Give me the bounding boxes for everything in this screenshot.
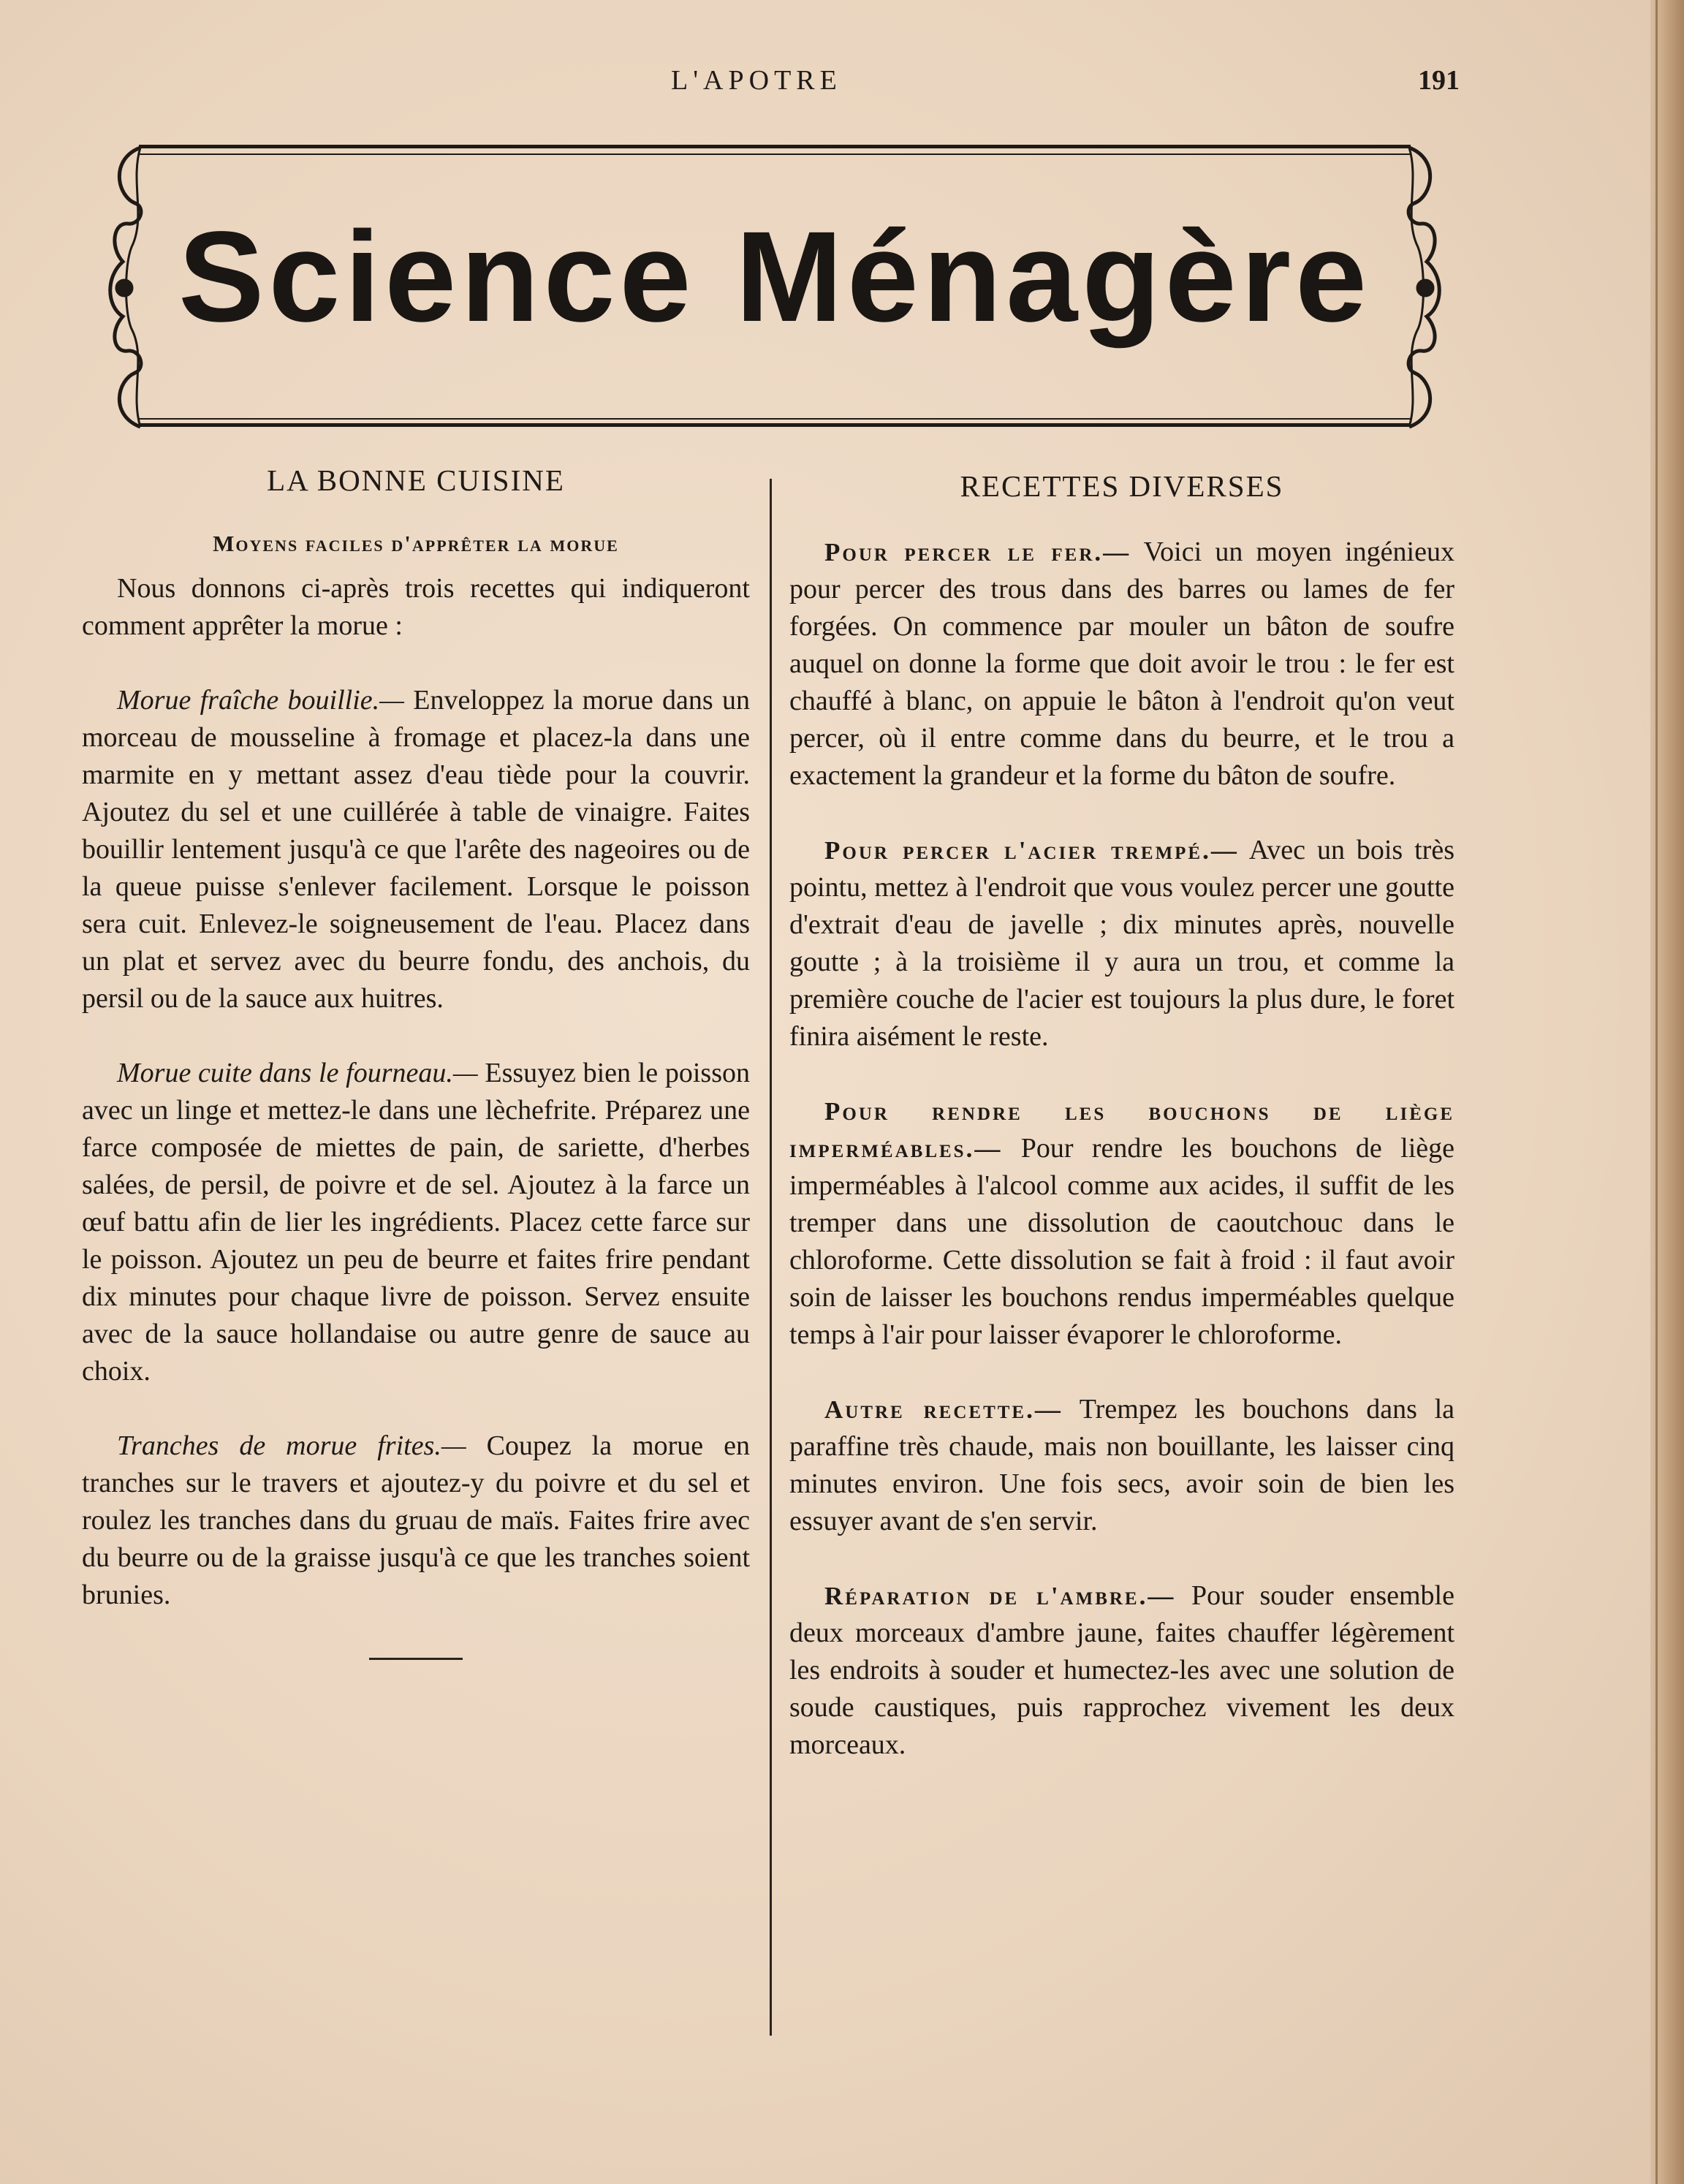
right-column bbox=[789, 462, 1454, 1764]
left-column-heading: LA BONNE CUISINE bbox=[267, 463, 565, 497]
left-column bbox=[82, 462, 750, 1660]
right-column-heading: RECETTES DIVERSES bbox=[960, 469, 1284, 503]
recipe-text: Trempez les bouchons dans la paraffine très chaude, mais non bouillante, les laisser cinq minutes environ. Une fois secs, avoir soin de bien les essuyer avant de s'en servir. bbox=[789, 1394, 1454, 1536]
recipe-title: Pour percer le fer.— bbox=[824, 538, 1131, 566]
recipe-title: Morue cuite dans le fourneau.— bbox=[117, 1058, 478, 1088]
recipe-title: Réparation de l'ambre.— bbox=[824, 1582, 1176, 1610]
recipe-paragraph bbox=[789, 1391, 1454, 1540]
running-head bbox=[0, 64, 1684, 101]
recipe-text: Pour rendre les bouchons de liège imperméables à l'alcool comme aux acides, il suffit de les tremper dans une dissolution de caoutchouc dans le chloroforme. Cette dissolution se fait à froid : il faut avoir soin de laisser les bouchons rendus imperméables quelque temps à l'air pour laisser évaporer le chloroforme. bbox=[789, 1133, 1454, 1350]
section-banner bbox=[95, 137, 1454, 434]
recipe-text: Voici un moyen ingénieux pour percer des trous dans des barres ou lames de fer forgées. On commence par mouler un bâton de soufre auquel on donne la forme que doit avoir le trou : le fer est chauffé à blanc, on appuie le bâton à l'endroit qu'on veut percer, où il entre comme dans du beurre, et le trou a exactement la grandeur et la forme du bâton de soufre. bbox=[789, 536, 1454, 791]
recipe-text: Essuyez bien le poisson avec un linge et mettez-le dans une lèchefrite. Préparez une farce composée de miettes de pain, de sariette, d'herbes salées, de persil, de poivre et de sel. Ajoutez à la farce un œuf battu afin de lier les ingrédients. Placez cette farce sur le poisson. Ajoutez un peu de beurre et faites frire pendant dix minutes pour chaque livre de poisson. Servez ensuite avec de la sauce hollandaise ou autre genre de sauce au choix. bbox=[82, 1058, 750, 1387]
running-title: L'APOTRE bbox=[671, 65, 842, 96]
recipe-title: Autre recette.— bbox=[824, 1395, 1063, 1424]
recipe-paragraph bbox=[82, 1427, 750, 1614]
page-number: 191 bbox=[1418, 65, 1460, 96]
recipe-paragraph bbox=[789, 1577, 1454, 1764]
recipe-paragraph bbox=[82, 1055, 750, 1390]
recipe-paragraph bbox=[789, 1093, 1454, 1354]
recipe-paragraph bbox=[789, 534, 1454, 795]
recipe-paragraph bbox=[82, 682, 750, 1017]
recipe-text: Coupez la morue en tranches sur le travers et ajoutez-y du poivre et du sel et roulez les tranches dans du gruau de maïs. Faites frire avec du beurre ou de la graisse jusqu'à ce que les tranches soient brunies. bbox=[82, 1430, 750, 1610]
end-rule bbox=[369, 1658, 463, 1660]
column-divider bbox=[770, 479, 772, 2036]
recipe-title: Tranches de morue frites.— bbox=[117, 1430, 466, 1461]
left-column-subheading: Moyens faciles d'apprêter la morue bbox=[213, 531, 619, 556]
intro-paragraph: Nous donnons ci-après trois recettes qui indiqueront comment apprêter la morue : bbox=[82, 573, 750, 641]
recipe-title: Morue fraîche bouillie.— bbox=[117, 685, 404, 716]
recipe-title: Pour rendre les bouchons de liège imperméables.— bbox=[789, 1097, 1454, 1163]
section-title: Science Ménagère bbox=[178, 205, 1371, 349]
recipe-text: Pour souder ensemble deux morceaux d'ambre jaune, faites chauffer légèrement les endroits à souder et humectez-les avec une solution de soude caustiques, puis rapprochez vivement les deux morceaux. bbox=[789, 1580, 1454, 1760]
recipe-text: Enveloppez la morue dans un morceau de mousseline à fromage et placez-la dans une marmite en y mettant assez d'eau tiède pour la couvrir. Ajoutez du sel et une cuillérée à table de vinaigre. Faites bouillir lentement jusqu'à ce que l'arête des nageoires ou de la queue puisse s'enlever facilement. Lorsque le poisson sera cuit. Enlevez-le soigneusement de l'eau. Placez dans un plat et servez avec du beurre fondu, des anchois, du persil ou de la sauce aux huitres. bbox=[82, 685, 750, 1014]
spine-fold-line bbox=[1655, 0, 1658, 2184]
recipe-text: Avec un bois très pointu, mettez à l'endroit que vous voulez percer une goutte d'extrait d'eau de javelle ; dix minutes après, nouvelle goutte ; à la troisième il y aura un trou, et comme la première couche de l'acier est toujours la plus dure, le foret finira aisément le reste. bbox=[789, 835, 1454, 1052]
recipe-title: Pour percer l'acier trempé.— bbox=[824, 836, 1239, 865]
recipe-paragraph bbox=[789, 832, 1454, 1055]
